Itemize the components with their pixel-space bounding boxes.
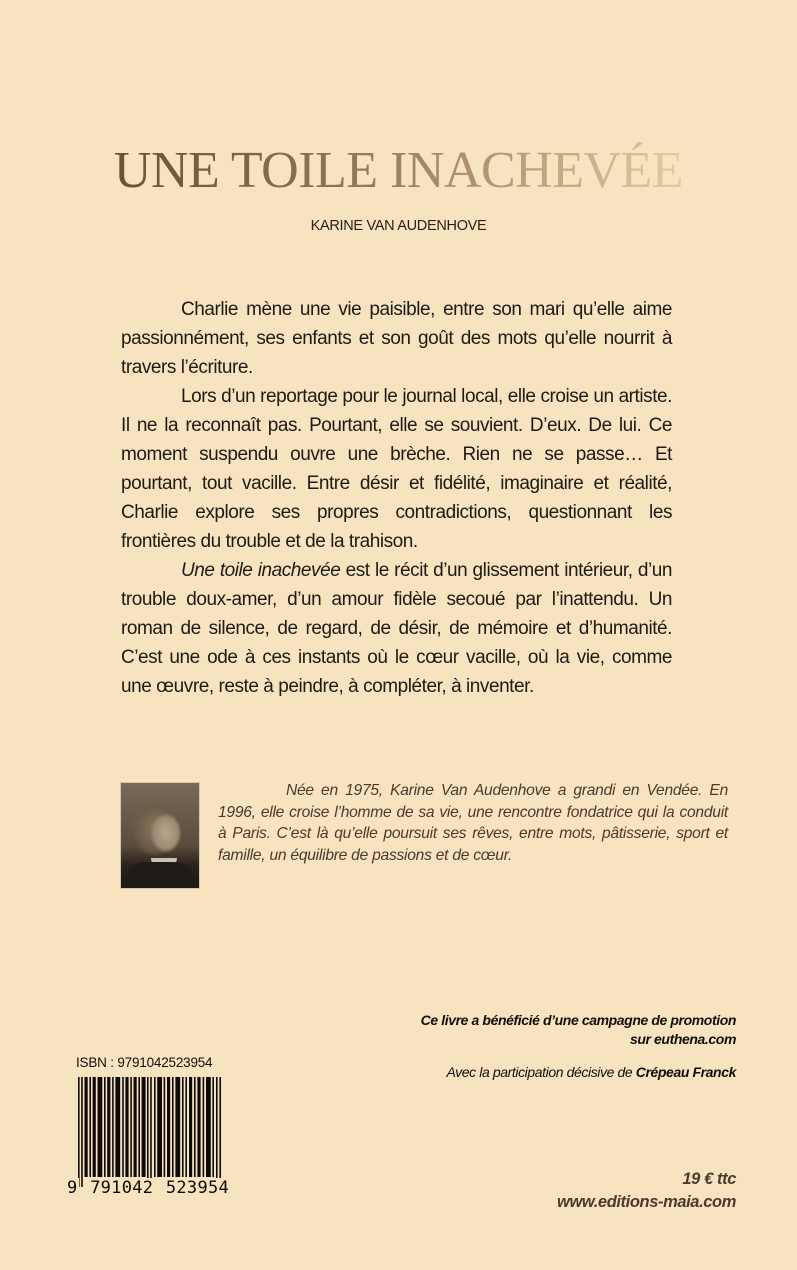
barcode [78, 1077, 228, 1187]
promotion-line-1: Ce livre a bénéficié d’une campagne de promotion [420, 1012, 736, 1028]
author-bio [218, 780, 728, 866]
synopsis-paragraph: Lors d’un reportage pour le journal local, elle croise un artiste. Il ne la reconnaît pas. Pourtant, elle se souvient. D’eux. De lui. Ce moment suspendu ouvre une brèche. Rien ne se passe… Et pourtant, tout vacille. Entre désir et fidélité, imaginaire et réalité, Charlie explore ses propres contradictions, questionnant les frontières du trouble et de la trahison. [121, 386, 672, 552]
book-title-text: UNE TOILE INACHEVÉE [113, 142, 684, 199]
price: 19 € ttc [682, 1170, 736, 1188]
book-title-italic: Une toile inachevée [181, 560, 341, 581]
participation-name: Crépeau Franck [635, 1064, 736, 1080]
author-photo [121, 783, 199, 888]
synopsis-paragraph: Charlie mène une vie paisible, entre son mari qu’elle aime passionnément, ses enfants et son goût des mots qu’elle nourrit à travers l’écriture. [121, 299, 672, 378]
barcode-digit-group-1: 791042 [90, 1178, 154, 1198]
author-bio-text: Née en 1975, Karine Van Audenhove a grandi en Vendée. En 1996, elle croise l’homme de sa vie, une rencontre fondatrice qui la conduit à Paris. C’est là qu’elle poursuit ses rêves, entre mots, pâtisserie, sport et famille, un équilibre de passions et de cœur. [218, 782, 728, 864]
author-name: KARINE VAN AUDENHOVE [310, 218, 487, 234]
photo-shoulders [121, 862, 199, 888]
synopsis-paragraph-text: est le récit d’un glissement intérieur, d’un trouble doux-amer, d’un amour fidèle secoué par l’inattendu. Un roman de silence, de regard, de désir, de mémoire et d’humanité. C’est une ode à ces instants où le cœur vacille, où la vie, comme une œuvre, reste à peindre, à compléter, à inventer. [121, 560, 673, 697]
promotion-notice [316, 1011, 736, 1049]
barcode-digit-group-2: 523954 [165, 1178, 230, 1198]
isbn-label: ISBN : 9791042523954 [76, 1055, 213, 1070]
participation-prefix: Avec la participation décisive de [446, 1064, 636, 1080]
participation-credit [316, 1063, 736, 1082]
publisher-website: www.editions-maia.com [557, 1193, 736, 1211]
book-title [0, 138, 797, 204]
promotion-line-2: sur euthena.com [629, 1031, 736, 1047]
synopsis [121, 295, 672, 701]
barcode-digits [66, 1178, 236, 1198]
barcode-digit-first: 9 [67, 1178, 78, 1198]
synopsis-paragraph [121, 556, 672, 701]
